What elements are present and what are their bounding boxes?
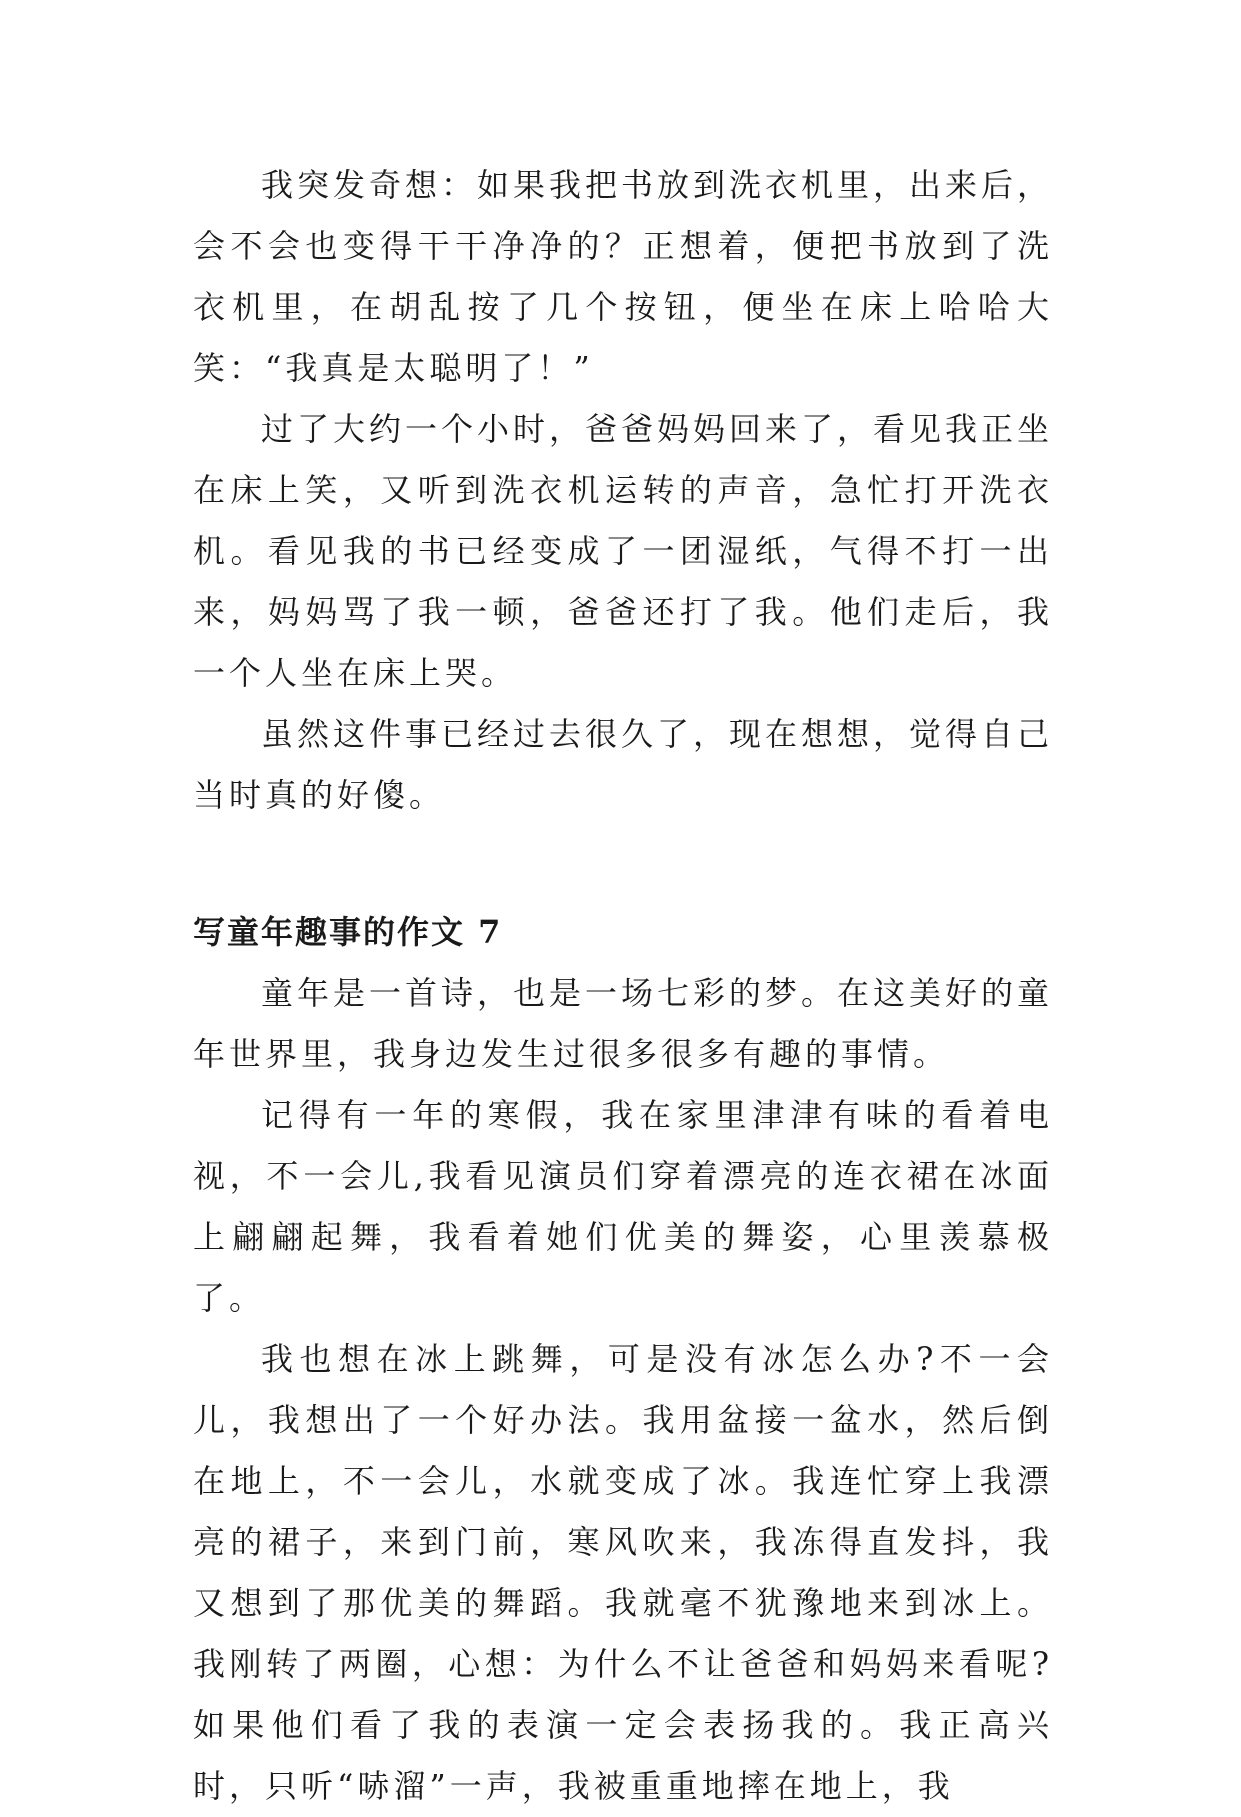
section-title: 写童年趣事的作文 7 xyxy=(193,913,503,951)
paragraph-ice-dance: 我也想在冰上跳舞，可是没有冰怎么办?不一会儿，我想出了一个好办法。我用盆接一盆水，然后倒在地上，不一会儿，水就变成了冰。我连忙穿上我漂亮的裙子，来到门前，寒风吹来，我冻得直发抖，我又想到了那优美的舞蹈。我就毫不犹豫地来到冰上。我刚转了两圈，心想：为什么不让爸爸和妈妈来看呢?如果他们看了我的表演一定会表扬我的。我正高兴时，只听“哧溜”一声，我被重重地摔在地上，我 xyxy=(193,1340,1053,1805)
paragraph-winter-vacation: 记得有一年的寒假，我在家里津津有味的看着电视，不一会儿,我看见演员们穿着漂亮的连衣裙在冰面上翩翩起舞，我看着她们优美的舞姿，心里羡慕极了。 xyxy=(193,1096,1053,1317)
paragraph-parents-return: 过了大约一个小时，爸爸妈妈回来了，看见我正坐在床上笑，又听到洗衣机运转的声音，急忙打开洗衣机。看见我的书已经变成了一团湿纸，气得不打一出来，妈妈骂了我一顿，爸爸还打了我。他们走后，我一个人坐在床上哭。 xyxy=(193,410,1054,692)
paragraph-reflection: 虽然这件事已经过去很久了，现在想想，觉得自己当时真的好傻。 xyxy=(193,715,1054,814)
document-body xyxy=(193,155,1053,1817)
section-gap xyxy=(193,826,1053,902)
paragraph-book-washing: 我突发奇想：如果我把书放到洗衣机里，出来后，会不会也变得干干净净的？正想着，便把书放到了洗衣机里，在胡乱按了几个按钮，便坐在床上哈哈大笑：“我真是太聪明了！” xyxy=(193,166,1053,387)
paragraph-childhood-intro: 童年是一首诗，也是一场七彩的梦。在这美好的童年世界里，我身边发生过很多很多有趣的事情。 xyxy=(193,974,1054,1073)
